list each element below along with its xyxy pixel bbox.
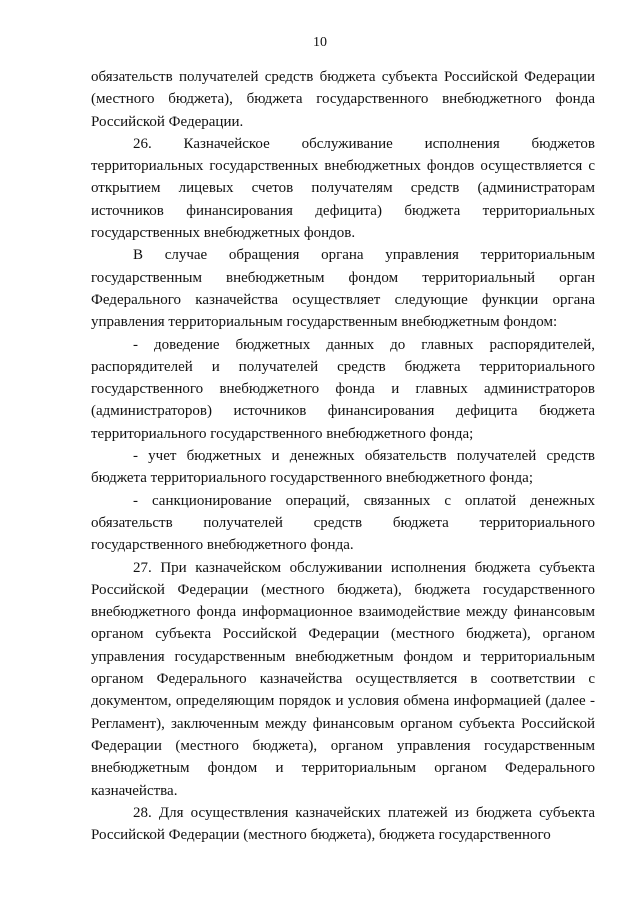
paragraph-continuation: обязательств получателей средств бюджета субъекта Российской Федерации (местного бюджета), бюджета государственного внебюджетного фонда Российской Федерации. bbox=[91, 69, 595, 130]
paragraph-item-26: 26. Казначейское обслуживание исполнения бюджетов территориальных государственных внебюджетных фондов осуществляется с открытием лицевых счетов получателям средств (администраторам источников финансирования дефицита) бюджета территориальных государственных внебюджетных фондов. bbox=[91, 135, 595, 242]
page-number: 10 bbox=[313, 35, 327, 50]
paragraph-functions-intro: В случае обращения органа управления территориальным государственным внебюджетным фондом территориальный орган Федерального казначейства осуществляет следующие функции органа управления территориальным государственным внебюджетным фондом: bbox=[91, 247, 595, 331]
document-body bbox=[91, 66, 595, 846]
list-item-authorization: - санкционирование операций, связанных с оплатой денежных обязательств получателей средств бюджета территориального государственного внебюджетного фонда. bbox=[91, 492, 595, 554]
paragraph-item-27: 27. При казначейском обслуживании исполнения бюджета субъекта Российской Федерации (местного бюджета), бюджета государственного внебюджетного фонда информационное взаимодействие между финансовым органом субъекта Российской Федерации (местного бюджета), органом управления государственным внебюджетным фондом и территориальным органом Федерального казначейства осуществляется в соответствии с документом, определяющим порядок и условия обмена информацией (далее - Регламент), заключенным между финансовым органом субъекта Российской Федерации (местного бюджета), органом управления государственным внебюджетным фондом и территориальным органом Федерального казначейства. bbox=[91, 559, 595, 799]
list-item-budget-data: - доведение бюджетных данных до главных распорядителей, распорядителей и получателей средств бюджета территориального государственного внебюджетного фонда и главных администраторов (администраторов) источников финансирования дефицита бюджета территориального государственного внебюджетного фонда; bbox=[91, 336, 595, 442]
paragraph-item-28: 28. Для осуществления казначейских платежей из бюджета субъекта Российской Федерации (местного бюджета), бюджета государственного bbox=[91, 804, 595, 844]
list-item-obligations-accounting: - учет бюджетных и денежных обязательств получателей средств бюджета территориального государственного внебюджетного фонда; bbox=[91, 448, 595, 487]
